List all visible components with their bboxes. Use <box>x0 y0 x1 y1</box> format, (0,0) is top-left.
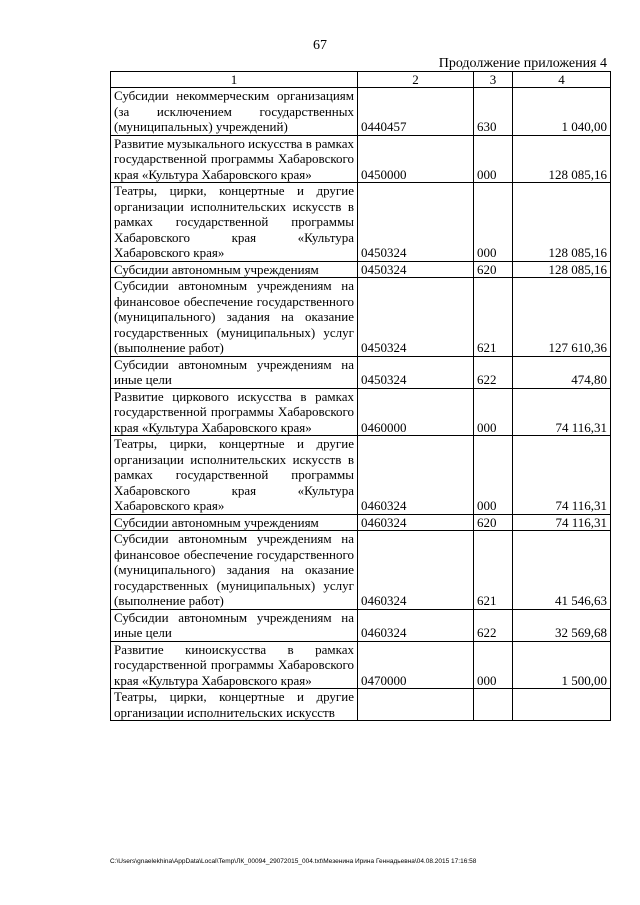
table-row <box>111 388 611 436</box>
row-code: 0470000 <box>358 641 474 689</box>
row-sum: 74 116,31 <box>513 436 611 515</box>
row-expense-type: 622 <box>474 609 513 641</box>
row-code: 0450324 <box>358 356 474 388</box>
row-name: Развитие циркового искусства в рамках государственной программы Хабаровского края «Культура Хабаровского края» <box>111 388 358 436</box>
row-name: Субсидии автономным учреждениям на иные цели <box>111 609 358 641</box>
row-sum: 127 610,36 <box>513 278 611 357</box>
row-code: 0450324 <box>358 261 474 278</box>
table-row <box>111 689 611 721</box>
row-name: Развитие киноискусства в рамках государственной программы Хабаровского края «Культура Хабаровского края» <box>111 641 358 689</box>
table-row <box>111 356 611 388</box>
row-code <box>358 689 474 721</box>
row-expense-type: 630 <box>474 88 513 136</box>
row-sum: 128 085,16 <box>513 135 611 183</box>
row-sum: 41 546,63 <box>513 531 611 610</box>
row-name: Субсидии автономным учреждениям <box>111 261 358 278</box>
row-name: Театры, цирки, концертные и другие организации исполнительских искусств в рамках государственной программы Хабаровского края «Культура Хабаровского края» <box>111 436 358 515</box>
row-name: Субсидии автономным учреждениям на иные цели <box>111 356 358 388</box>
column-header: 4 <box>513 72 611 88</box>
column-header: 3 <box>474 72 513 88</box>
table-row <box>111 261 611 278</box>
row-sum: 74 116,31 <box>513 514 611 531</box>
row-name: Развитие музыкального искусства в рамках государственной программы Хабаровского края «Культура Хабаровского края» <box>111 135 358 183</box>
file-path-footer: C:\Users\gnaelekhina\AppData\Local\Temp\ЛК_00094_29072015_004.txt\Мезенина Ирина Геннадьевна\04.08.2015 17:16:58 <box>110 858 477 865</box>
row-code: 0460324 <box>358 531 474 610</box>
continuation-label: Продолжение приложения 4 <box>438 56 607 71</box>
row-sum: 32 569,68 <box>513 609 611 641</box>
row-code: 0460324 <box>358 609 474 641</box>
row-name: Субсидии некоммерческим организациям (за исключением государственных (муниципальных) учреждений) <box>111 88 358 136</box>
row-expense-type: 620 <box>474 514 513 531</box>
row-code: 0450324 <box>358 183 474 262</box>
row-code: 0440457 <box>358 88 474 136</box>
row-sum: 474,80 <box>513 356 611 388</box>
row-name: Субсидии автономным учреждениям <box>111 514 358 531</box>
row-code: 0450324 <box>358 278 474 357</box>
table-row <box>111 135 611 183</box>
row-name: Субсидии автономным учреждениям на финансовое обеспечение государственного (муниципального) задания на оказание государственных (муниципальных) услуг (выполнение работ) <box>111 531 358 610</box>
column-header: 2 <box>358 72 474 88</box>
row-name: Театры, цирки, концертные и другие организации исполнительских искусств в рамках государственной программы Хабаровского края «Культура Хабаровского края» <box>111 183 358 262</box>
column-header: 1 <box>111 72 358 88</box>
row-name: Субсидии автономным учреждениям на финансовое обеспечение государственного (муниципального) задания на оказание государственных (муниципальных) услуг (выполнение работ) <box>111 278 358 357</box>
row-expense-type: 621 <box>474 278 513 357</box>
table-row <box>111 609 611 641</box>
table-row <box>111 641 611 689</box>
row-sum <box>513 689 611 721</box>
row-expense-type <box>474 689 513 721</box>
row-sum: 74 116,31 <box>513 388 611 436</box>
row-expense-type: 620 <box>474 261 513 278</box>
budget-table <box>110 71 611 721</box>
row-code: 0460000 <box>358 388 474 436</box>
table-row <box>111 88 611 136</box>
row-expense-type: 000 <box>474 436 513 515</box>
table-row <box>111 436 611 515</box>
row-expense-type: 621 <box>474 531 513 610</box>
row-expense-type: 000 <box>474 135 513 183</box>
row-sum: 1 040,00 <box>513 88 611 136</box>
table-row <box>111 278 611 357</box>
row-expense-type: 000 <box>474 641 513 689</box>
row-code: 0450000 <box>358 135 474 183</box>
row-code: 0460324 <box>358 436 474 515</box>
row-sum: 128 085,16 <box>513 261 611 278</box>
row-name: Театры, цирки, концертные и другие организации исполнительских искусств <box>111 689 358 721</box>
row-expense-type: 000 <box>474 183 513 262</box>
table-header-row <box>111 72 611 88</box>
row-sum: 1 500,00 <box>513 641 611 689</box>
table-row <box>111 531 611 610</box>
row-expense-type: 000 <box>474 388 513 436</box>
row-expense-type: 622 <box>474 356 513 388</box>
page-number: 67 <box>313 38 327 53</box>
table-row <box>111 183 611 262</box>
table-row <box>111 514 611 531</box>
row-sum: 128 085,16 <box>513 183 611 262</box>
row-code: 0460324 <box>358 514 474 531</box>
